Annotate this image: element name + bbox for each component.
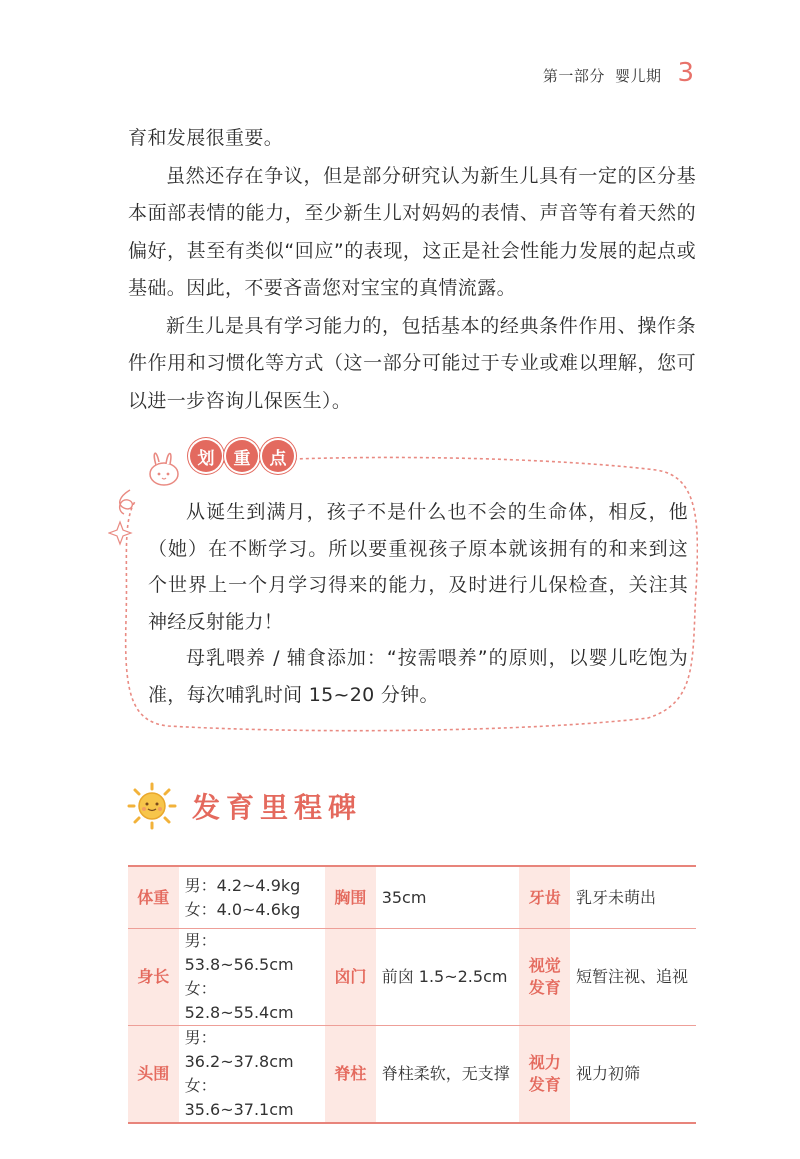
table-cell [179, 929, 326, 1026]
milestone-title: 发育里程碑 [192, 791, 363, 824]
row-label: 牙齿 [519, 866, 570, 929]
table-row [128, 866, 696, 929]
row-label: 囟门 [325, 929, 376, 1026]
tip-text [148, 494, 688, 713]
tip-title [190, 440, 294, 472]
paragraph: 新生儿是具有学习能力的，包括基本的经典条件作用、操作条件作用和习惯化等方式（这一部分可能过于专业或难以理解，您可以进一步咨询儿保医生）。 [128, 314, 696, 412]
row-label: 胸围 [325, 866, 376, 929]
table-cell: 35cm [376, 866, 520, 929]
sun-icon [124, 780, 180, 832]
bunny-icon [150, 453, 178, 485]
body-text [128, 120, 696, 420]
row-label: 体重 [128, 866, 179, 929]
row-label: 脊柱 [325, 1026, 376, 1124]
tip-paragraph: 母乳喂养 / 辅食添加：“按需喂养”的原则，以婴儿吃饱为准，每次哺乳时间 15~20 分钟。 [148, 647, 688, 706]
table-cell [179, 1026, 326, 1124]
cell-line: 男：53.8~56.5cm [184, 931, 294, 974]
row-label: 视力发育 [519, 1026, 570, 1124]
paragraph: 虽然还存在争议，但是部分研究认为新生儿具有一定的区分基本面部表情的能力，至少新生儿对妈妈的表情、声音等有着天然的偏好，甚至有类似“回应”的表现，这正是社会性能力发展的起点或基础。因此，不要吝啬您对宝宝的真情流露。 [128, 164, 696, 299]
table-row [128, 1026, 696, 1124]
table-cell: 脊柱柔软，无支撑 [376, 1026, 520, 1124]
chapter-label: 婴儿期 [614, 67, 662, 85]
table-cell: 前囟 1.5~2.5cm [376, 929, 520, 1026]
paragraph: 育和发展很重要。 [128, 127, 284, 149]
table-cell: 短暂注视、追视 [570, 929, 696, 1026]
table-cell: 乳牙未萌出 [570, 866, 696, 929]
row-label: 身长 [128, 929, 179, 1026]
tip-title-char: 重 [226, 440, 258, 472]
cell-line: 男：4.2~4.9kg [184, 875, 301, 895]
cell-line: 男：36.2~37.8cm [184, 1028, 294, 1071]
page-number: 3 [677, 58, 694, 88]
tip-title-char: 划 [190, 440, 222, 472]
tip-title-char: 点 [262, 440, 294, 472]
cell-line: 女：35.6~37.1cm [184, 1076, 294, 1119]
section-label: 第一部分 [542, 67, 605, 85]
table-row [128, 929, 696, 1026]
table-cell: 视力初筛 [570, 1026, 696, 1124]
swirl-icon [120, 490, 133, 514]
running-header [543, 60, 694, 86]
row-label: 头围 [128, 1026, 179, 1124]
cell-line: 女：52.8~55.4cm [184, 979, 294, 1022]
table-cell [179, 866, 326, 929]
row-label: 视觉发育 [519, 929, 570, 1026]
cell-line: 女：4.0~4.6kg [184, 899, 301, 919]
tip-paragraph: 从诞生到满月，孩子不是什么也不会的生命体，相反，他（她）在不断学习。所以要重视孩子原本就该拥有的和来到这个世界上一个月学习得来的能力，及时进行儿保检查，关注其神经反射能力！ [148, 501, 688, 633]
milestone-table [128, 865, 696, 1124]
